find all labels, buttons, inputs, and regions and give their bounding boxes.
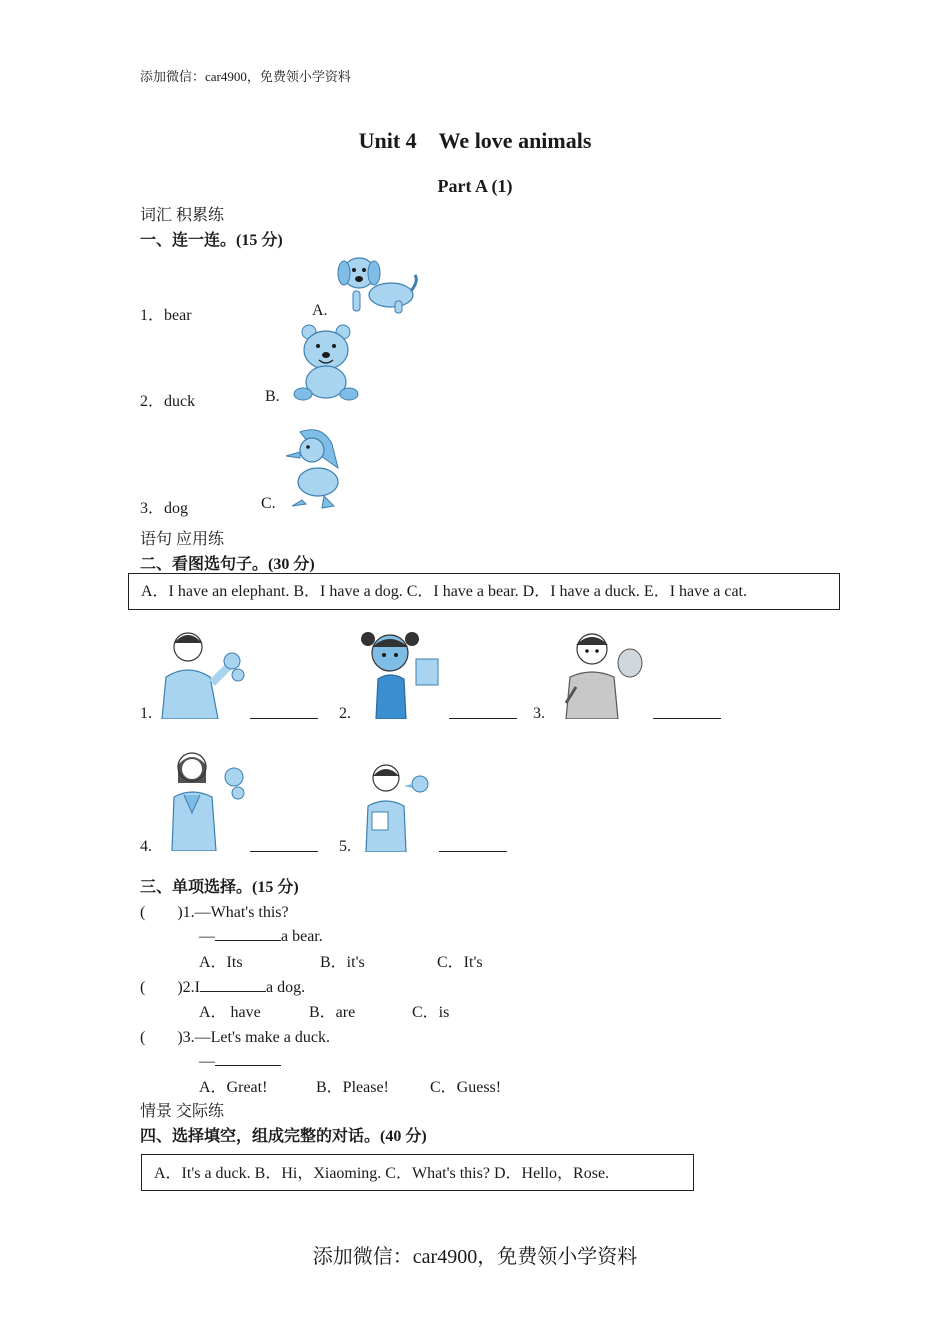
q3-stem: ( )3.—Let's make a duck. [140, 1029, 330, 1046]
q1-option-c[interactable]: C．It's [437, 954, 483, 971]
sec1-category: 词汇 积累练 [140, 207, 225, 224]
q2-blank[interactable] [200, 975, 266, 992]
q2-option-b[interactable]: B．are [309, 1004, 356, 1021]
q1-line2 [199, 924, 323, 946]
match-letter-c: C. [261, 495, 276, 512]
duck-illustration [282, 424, 348, 510]
q3-option-a[interactable]: A．Great! [199, 1079, 268, 1096]
sec3-heading: 三、单项选择。(15 分) [140, 879, 299, 896]
match-letter-a: A. [312, 302, 328, 319]
page-title: Unit 4 We love animals [358, 128, 592, 153]
answer-blank-1[interactable] [250, 700, 318, 719]
q3-option-b[interactable]: B．Please! [316, 1079, 389, 1096]
q1-option-a[interactable]: A．Its [199, 954, 243, 971]
boy-with-toy-illustration [158, 627, 248, 719]
match-word-1: 1．bear [140, 307, 192, 324]
q2-stem-pre: ( )2.I [140, 979, 200, 996]
match-word-2: 2．duck [140, 393, 196, 410]
girl-with-toy-illustration [356, 625, 444, 719]
q2-option-a[interactable]: A． have [199, 1004, 261, 1021]
sec2-options-box [128, 573, 840, 610]
answer-blank-4[interactable] [250, 833, 318, 852]
q2-option-c[interactable]: C．is [412, 1004, 450, 1021]
picture-item-5-number: 5. [339, 838, 351, 855]
sec2-heading: 二、看图选句子。(30 分) [140, 556, 315, 573]
q3-dash: — [199, 1053, 215, 1070]
q2-stem [140, 974, 305, 997]
picture-item-4-number: 4. [140, 838, 152, 855]
picture-item-3-number: 3. [533, 705, 545, 722]
sec4-options-box [141, 1154, 694, 1191]
q3-line2 [199, 1049, 281, 1071]
sec2-category: 语句 应用练 [140, 531, 225, 548]
q2-stem-post: a dog. [266, 979, 306, 996]
boy-with-cat-toy-illustration [556, 627, 648, 719]
answer-blank-5[interactable] [439, 833, 507, 852]
footer-note: 添加微信：car4900，免费领小学资料 [312, 1246, 638, 1268]
q1-blank[interactable] [215, 924, 281, 941]
picture-item-2-number: 2. [339, 705, 351, 722]
q3-blank[interactable] [215, 1049, 281, 1066]
sec4-heading: 四、选择填空，组成完整的对话。(40 分) [140, 1128, 427, 1145]
sec4-options: A．It's a duck. B．Hi，Xiaoming. C．What's this? D．Hello，Rose. [154, 1165, 610, 1182]
header-note: 添加微信：car4900，免费领小学资料 [140, 69, 351, 84]
q3-option-c[interactable]: C．Guess! [430, 1079, 502, 1096]
page-subtitle: Part A (1) [437, 176, 513, 196]
girl-with-elephant-toy-illustration [160, 747, 248, 851]
picture-item-1-number: 1. [140, 705, 152, 722]
q1-stem: ( )1.—What's this? [140, 904, 289, 921]
match-letter-b: B. [265, 388, 280, 405]
answer-blank-2[interactable] [449, 700, 517, 719]
sec1-heading: 一、连一连。(15 分) [140, 232, 283, 249]
girl-with-duck-toy-illustration [358, 760, 434, 852]
q1-line2-text: a bear. [281, 928, 323, 945]
q1-option-b[interactable]: B．it's [320, 954, 365, 971]
match-word-3: 3．dog [140, 500, 189, 517]
dog-illustration [333, 251, 419, 319]
bear-illustration [289, 322, 367, 404]
sec2-options: A．I have an elephant. B．I have a dog. C．I have a bear. D．I have a duck. E．I have a cat. [141, 583, 747, 600]
answer-blank-3[interactable] [653, 700, 721, 719]
q1-dash: — [199, 928, 215, 945]
sec4-category: 情景 交际练 [140, 1103, 225, 1120]
